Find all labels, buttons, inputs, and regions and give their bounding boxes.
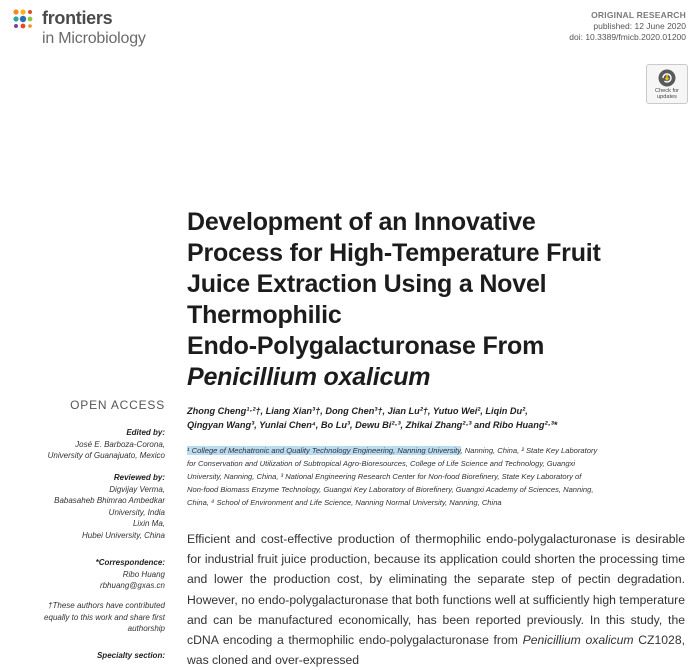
article-header	[569, 10, 686, 43]
reviewer-name: Lixin Ma,	[132, 519, 165, 529]
editor-name: José E. Barboza-Corona,	[75, 439, 165, 449]
title-line: Thermophilic	[187, 301, 342, 329]
logo-wordmark: frontiers	[42, 8, 113, 28]
highlighted-affiliation[interactable]: ¹ College of Mechatronic and Quality Technology Engineering, Nanning University	[187, 446, 461, 455]
affiliation-text: , Nanning, China, ² State Key Laboratory	[460, 446, 598, 455]
specialty-label: Specialty section:	[96, 651, 165, 660]
check-updates-line2: updates	[657, 94, 677, 101]
frontiers-logo-icon	[12, 8, 36, 32]
logo-journal-name: in Microbiology	[42, 30, 146, 47]
abstract-text	[187, 529, 685, 670]
open-access-label: OPEN ACCESS	[70, 398, 165, 412]
reviewer-affiliation: Babasaheb Bhimrao Ambedkar	[54, 496, 165, 506]
article-type: ORIGINAL RESEARCH	[591, 10, 686, 20]
title-species: Penicillium oxalicum	[187, 363, 431, 391]
affiliation-line: Non-food Biomass Enzyme Technology, Guangxi Key Laboratory of Biorefinery, Guangxi Academy of Sciences, Nanning,	[187, 485, 594, 494]
correspondence-label: *Correspondence:	[95, 558, 165, 567]
title-line: Development of an Innovative	[187, 208, 536, 236]
title-line: Juice Extraction Using a Novel	[187, 270, 547, 298]
equal-note-line: equally to this work and share first	[44, 612, 165, 622]
abstract-species: Penicillium oxalicum	[522, 633, 634, 648]
reviewer-name: Digvijay Verma,	[109, 484, 165, 494]
check-updates-icon	[658, 69, 676, 87]
affiliation-line: University, Nanning, China, ³ National Engineering Research Center for Non-food Biorefinery, State Key Laboratory of	[187, 472, 582, 481]
affiliation-line: China, ⁴ School of Environment and Life Science, Nanning Normal University, Nanning, China	[187, 498, 502, 507]
check-updates-line1: Check for	[655, 88, 679, 94]
equal-note-line: †These authors have contributed	[48, 601, 165, 610]
edited-by-section	[18, 427, 165, 462]
affiliation-line-1	[187, 444, 687, 457]
correspondence-email[interactable]: rbhuang@gxas.cn	[99, 581, 165, 591]
edited-by-label: Edited by:	[126, 428, 165, 437]
reviewed-by-section	[18, 472, 165, 542]
published-date: published: 12 June 2020	[593, 21, 686, 31]
abstract-part-1: Efficient and cost-effective production of thermophilic endo-polygalacturonase is desirable for industrial fruit juice production, because its application could shorten the processing time and lower the production cost, by eliminating the separate step of pectin degradation. However, no endo-polygalacturonase that both functions well at sufficiently high temperature and can be manufactured economically, has been reported previously. In this study, the cDNA encoding a thermophilic endo-polygalacturonase from	[187, 532, 685, 648]
author-line: Qingyan Wang³, Yunlai Chen⁴, Bo Lu³, Dewu Bi²·³, Zhikai Zhang²·³ and Ribo Huang²·³*	[187, 420, 558, 430]
equal-contribution-note	[18, 600, 165, 635]
affiliation-line: for Conservation and Utilization of Subtropical Agro-Bioresources, College of Life Science and Technology, Guangxi	[187, 459, 576, 468]
doi-link[interactable]: doi: 10.3389/fmicb.2020.01200	[569, 32, 686, 42]
abstract-part-2: CZ1028, was cloned and over-expressed	[187, 633, 686, 668]
equal-note-line: authorship	[127, 624, 165, 634]
reviewed-by-label: Reviewed by:	[113, 473, 165, 482]
article-title	[187, 207, 687, 393]
correspondence-name: Ribo Huang	[122, 569, 165, 579]
title-line: Endo-Polygalacturonase From	[187, 332, 545, 360]
check-for-updates-button[interactable]	[646, 64, 688, 104]
author-list	[187, 404, 687, 432]
correspondence-section	[18, 557, 165, 592]
reviewer-affiliation: Hubei University, China	[82, 530, 165, 540]
affiliations	[187, 444, 687, 509]
editor-affiliation: University of Guanajuato, Mexico	[47, 451, 165, 461]
title-line: Process for High-Temperature Fruit	[187, 239, 601, 267]
reviewer-affiliation: University, India	[108, 507, 165, 517]
author-line: Zhong Cheng¹·²†, Liang Xian³†, Dong Chen³†, Jian Lu²†, Yutuo Wei², Liqin Du²,	[187, 406, 528, 416]
journal-logo[interactable]	[12, 6, 182, 50]
